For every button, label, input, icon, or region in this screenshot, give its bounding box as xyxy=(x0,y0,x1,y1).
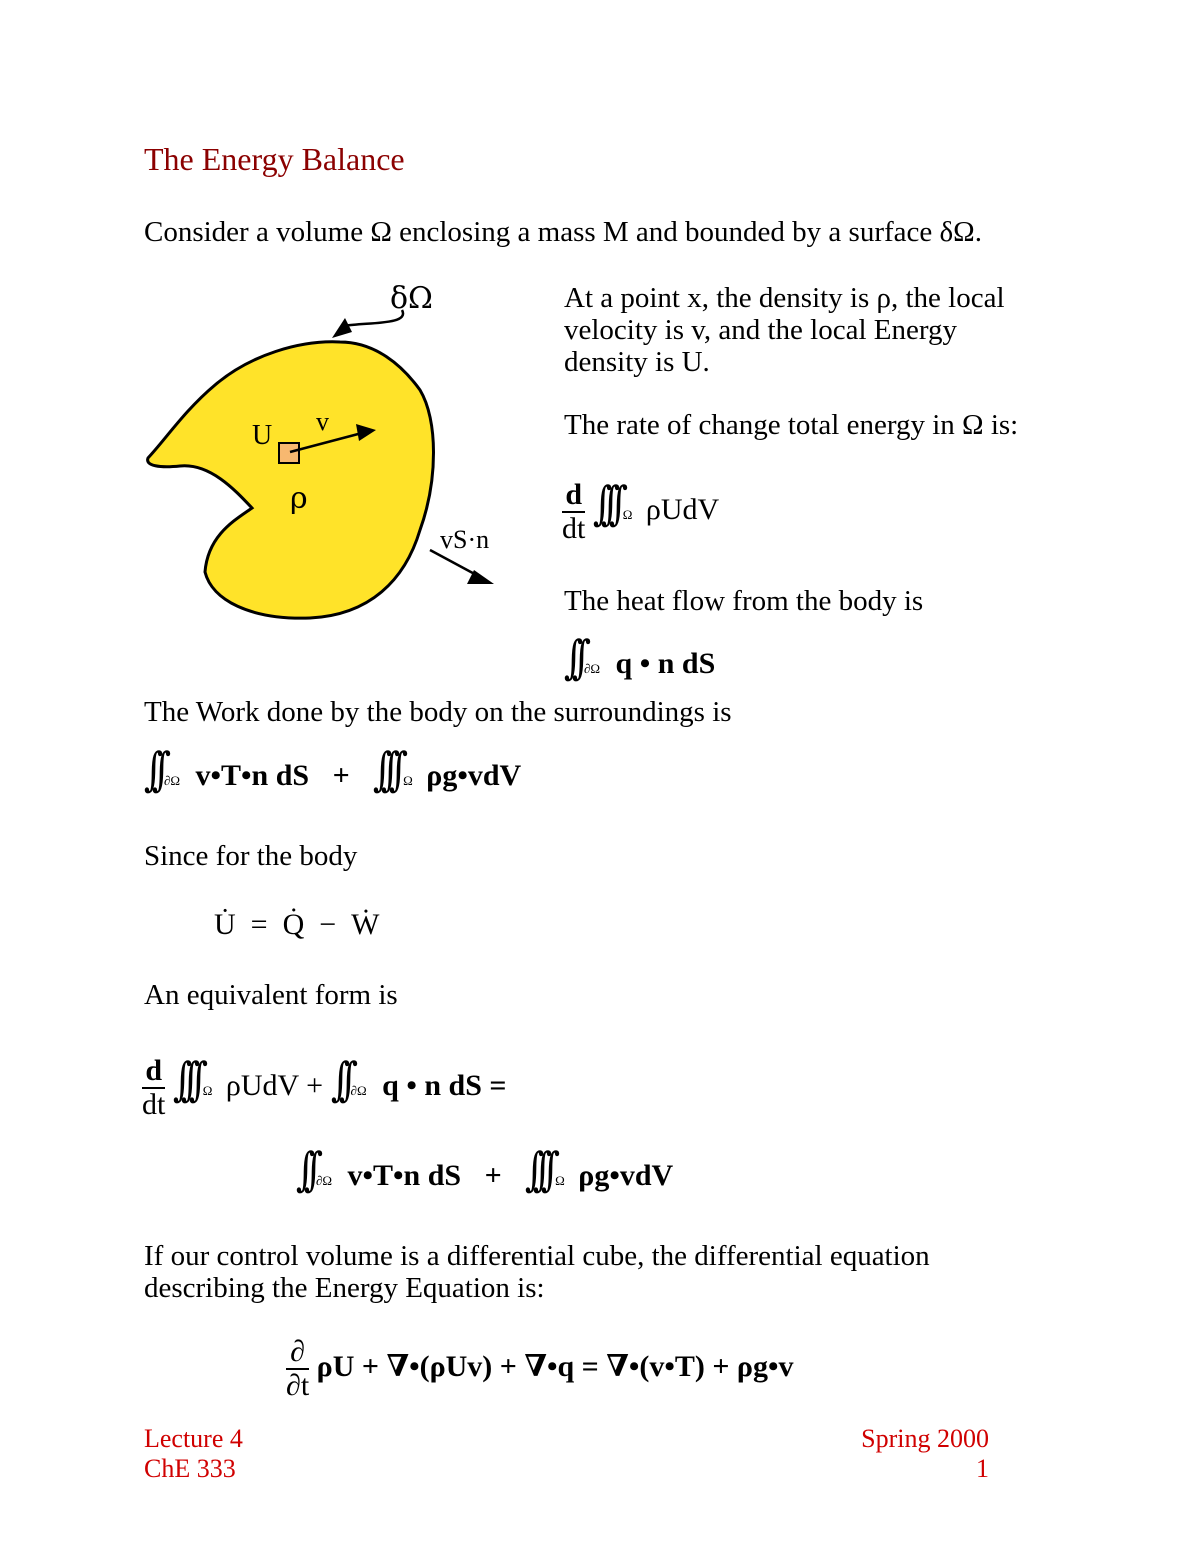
equiv-heat-term: q • n dS = xyxy=(382,1069,507,1102)
triple-integral-icon: ∫∫∫ xyxy=(373,742,398,796)
domega-subscript: ∂Ω xyxy=(583,661,601,676)
density-label: ρ xyxy=(290,481,308,516)
heat-equation xyxy=(564,630,715,684)
energy-label: U xyxy=(252,420,273,451)
equivalent-lhs xyxy=(142,1052,506,1121)
rate-text: The rate of change total energy in Ω is: xyxy=(564,409,1019,441)
velocity-label: v xyxy=(316,407,329,436)
page-title: The Energy Balance xyxy=(144,141,405,177)
rate-integrand: ρUdV xyxy=(645,493,720,526)
domega-subscript: ∂Ω xyxy=(350,1083,367,1098)
intro-text: Consider a volume Ω enclosing a mass M and bounded by a surface δΩ. xyxy=(144,216,982,248)
point-line-2: velocity is v, and the local Energy xyxy=(564,314,958,346)
diff-line-2: describing the Energy Equation is: xyxy=(144,1272,545,1304)
work-equation xyxy=(144,742,521,796)
partial-derivative: $\frac{\partial}{\partial t}$ xyxy=(286,1335,310,1402)
diff-line-1: If our control volume is a differential cube, the differential equation xyxy=(144,1240,930,1272)
heat-text: The heat flow from the body is xyxy=(564,585,924,617)
rate-equation xyxy=(562,476,719,545)
heat-integrand: q • n dS xyxy=(615,647,716,680)
triple-integral-icon: ∫∫∫ xyxy=(172,1052,197,1106)
plus-sign: + xyxy=(332,759,350,792)
equivalent-rhs xyxy=(296,1142,673,1196)
gravity-term: ρg•vdV xyxy=(578,1159,674,1192)
gravity-term: ρg•vdV xyxy=(426,759,522,792)
omega-subscript: Ω xyxy=(622,507,633,522)
footer-lecture: Lecture 4 xyxy=(144,1424,243,1453)
triple-integral-icon: ∫∫∫ xyxy=(525,1142,550,1196)
since-text: Since for the body xyxy=(144,840,358,872)
work-text: The Work done by the body on the surroundings is xyxy=(144,696,732,728)
time-derivative: $\frac{d}{dt}$ xyxy=(142,1054,166,1122)
domega-subscript: ∂Ω xyxy=(163,773,181,788)
control-volume-body xyxy=(148,342,434,618)
double-integral-icon: ∫∫ xyxy=(564,630,580,684)
pde-terms: ρU + ∇•(ρUv) + ∇•q = ∇•(v•T) + ρg•v xyxy=(316,1349,794,1383)
plus-sign: + xyxy=(484,1159,502,1192)
footer-page-number: 1 xyxy=(976,1454,989,1483)
omega-subscript: Ω xyxy=(202,1083,213,1098)
domega-subscript: ∂Ω xyxy=(315,1173,333,1188)
double-integral-icon: ∫∫ xyxy=(296,1142,312,1196)
stress-term: v•T•n dS xyxy=(347,1159,462,1192)
double-integral-icon: ∫∫ xyxy=(330,1052,347,1106)
omega-subscript: Ω xyxy=(555,1173,565,1188)
differential-element xyxy=(279,443,299,463)
point-line-1: At a point x, the density is ρ, the local xyxy=(564,282,1005,314)
surface-velocity-label: vS·n xyxy=(440,525,490,554)
balance-equation: U̇ = Q̇ − Ẇ xyxy=(214,908,380,941)
boundary-label: δΩ xyxy=(390,281,433,316)
time-derivative: $\frac{d}{dt}$ xyxy=(562,478,586,546)
equivalent-text: An equivalent form is xyxy=(144,979,398,1011)
equiv-rate-term: ρUdV + xyxy=(225,1069,324,1102)
triple-integral-icon: ∫∫∫ xyxy=(592,476,617,530)
point-line-3: density is U. xyxy=(564,346,710,378)
footer-term: Spring 2000 xyxy=(861,1424,989,1453)
energy-pde xyxy=(286,1336,793,1402)
double-integral-icon: ∫∫ xyxy=(144,742,160,796)
footer-course: ChE 333 xyxy=(144,1454,236,1483)
omega-subscript: Ω xyxy=(403,773,413,788)
control-volume-figure xyxy=(140,280,520,630)
stress-term: v•T•n dS xyxy=(195,759,310,792)
